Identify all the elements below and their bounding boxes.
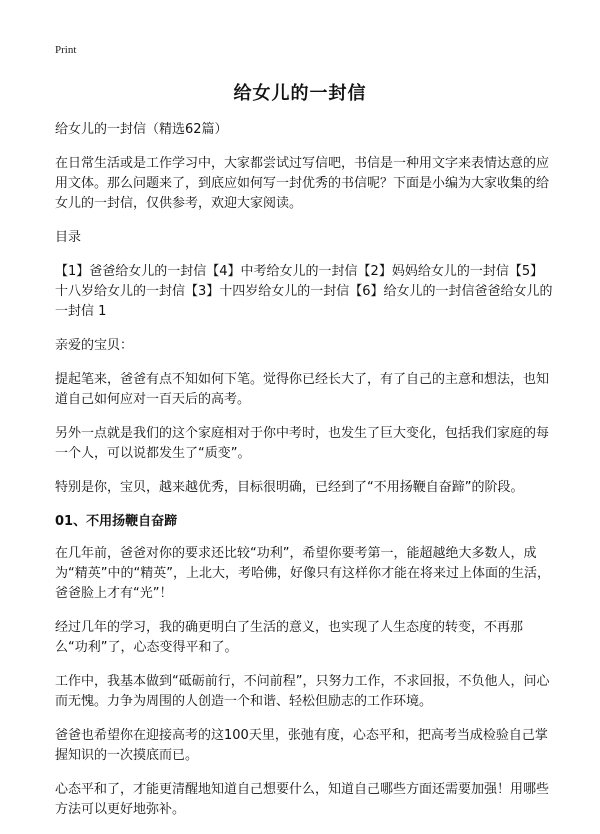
toc-label: 目录 [55, 230, 82, 245]
greeting: 亲爱的宝贝： [55, 338, 134, 353]
section-heading: 01、不用扬鞭自奋蹄 [55, 514, 178, 529]
paragraph: 在几年前，爸爸对你的要求还比较“功利”，希望你要考第一，能超越绝大多数人，成为“精英”中的“精英”，上北大，考哈佛，好像只有这样你才能在将来过上体面的生活，爸爸脸上才有“光”！ [55, 546, 550, 601]
paragraph: 特别是你，宝贝，越来越优秀，目标很明确，已经到了“不用扬鞭自奋蹄”的阶段。 [55, 480, 524, 495]
print-label: Print [55, 44, 77, 56]
document-body [55, 120, 555, 834]
table-of-contents: 【1】爸爸给女儿的一封信【4】中考给女儿的一封信【2】妈妈给女儿的一封信【5】十八岁给女儿的一封信【3】十四岁给女儿的一封信【6】给女儿的一封信爸爸给女儿的一封信 1 [55, 264, 553, 319]
paragraph: 经过几年的学习，我的确更明白了生活的意义，也实现了人生态度的转变，不再那么“功利”了，心态变得平和了。 [55, 620, 524, 655]
document-subtitle: 给女儿的一封信（精选62篇） [55, 122, 228, 137]
paragraph: 提起笔来，爸爸有点不知如何下笔。觉得你已经长大了，有了自己的主意和想法，也知道自己如何应对一百天后的高考。 [55, 372, 550, 407]
page-title: 给女儿的一封信 [233, 83, 367, 104]
intro-paragraph: 在日常生活或是工作学习中，大家都尝试过写信吧，书信是一种用文字来表情达意的应用文体。那么问题来了，到底应如何写一封优秀的书信呢？下面是小编为大家收集的给女儿的一封信，仅供参考，欢迎大家阅读。 [55, 156, 550, 211]
paragraph: 另外一点就是我们的这个家庭相对于你中考时，也发生了巨大变化，包括我们家庭的每一个人，可以说都发生了“质变”。 [55, 426, 550, 461]
paragraph: 心态平和了，才能更清醒地知道自己想要什么，知道自己哪些方面还需要加强！用哪些方法可以更好地弥补。 [55, 782, 550, 817]
paragraph: 工作中，我基本做到“砥砺前行，不问前程”，只努力工作，不求回报，不负他人，问心而无愧。力争为周围的人创造一个和谐、轻松但励志的工作环境。 [55, 674, 550, 709]
paragraph: 爸爸也希望你在迎接高考的这100天里，张弛有度，心态平和，把高考当成检验自己掌握知识的一次摸底而已。 [55, 728, 548, 763]
